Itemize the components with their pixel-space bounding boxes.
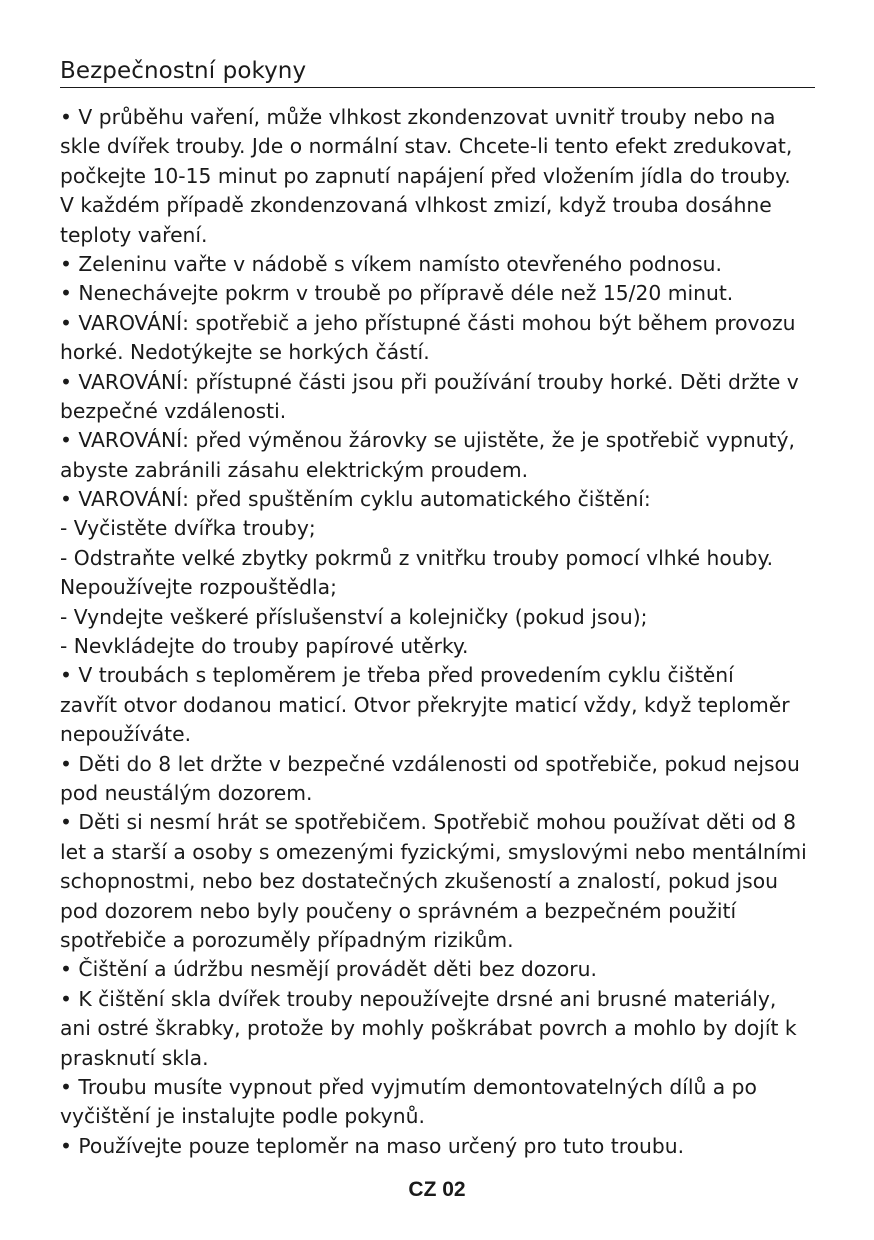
text-line: V každém případě zkondenzovaná vlhkost zmizí, když trouba dosáhne xyxy=(60,193,772,218)
text-line: • Nenechávejte pokrm v troubě po přípravě déle než 15/20 minut. xyxy=(60,281,734,306)
text-line: zavřít otvor dodanou maticí. Otvor překryjte maticí vždy, když teploměr xyxy=(60,692,790,717)
text-line: • VAROVÁNÍ: přístupné části jsou při používání trouby horké. Děti držte v xyxy=(60,369,799,394)
safety-instructions xyxy=(60,103,820,1161)
text-line: Nepoužívejte rozpouštědla; xyxy=(60,575,337,600)
text-line: - Vyndejte veškeré příslušenství a kolejničky (pokud jsou); xyxy=(60,604,648,629)
text-line: pod dozorem nebo byly poučeny o správném a bezpečném použití xyxy=(60,898,737,923)
text-line: • Čištění a údržbu nesmějí provádět děti bez dozoru. xyxy=(60,957,597,982)
text-line: schopnostmi, nebo bez dostatečných zkušeností a znalostí, pokud jsou xyxy=(60,869,779,894)
text-line: nepoužíváte. xyxy=(60,722,192,747)
text-line: - Nevkládejte do trouby papírové utěrky. xyxy=(60,634,469,659)
page-number: CZ 02 xyxy=(408,1178,466,1201)
text-line: • V troubách s teploměrem je třeba před provedením cyklu čištění xyxy=(60,663,734,688)
text-line: horké. Nedotýkejte se horkých částí. xyxy=(60,340,430,365)
text-line: • VAROVÁNÍ: před výměnou žárovky se ujistěte, že je spotřebič vypnutý, xyxy=(60,428,795,453)
text-line: • Děti si nesmí hrát se spotřebičem. Spotřebič mohou používat děti od 8 xyxy=(60,810,796,835)
text-line: • V průběhu vaření, může vlhkost zkondenzovat uvnitř trouby nebo na xyxy=(60,105,776,129)
text-line: • VAROVÁNÍ: před spuštěním cyklu automatického čištění: xyxy=(60,487,651,512)
text-line: abyste zabránili zásahu elektrickým proudem. xyxy=(60,457,529,482)
text-line: ani ostré škrabky, protože by mohly poškrábat povrch a mohlo by dojít k xyxy=(60,1016,797,1041)
text-line: bezpečné vzdálenosti. xyxy=(60,398,287,423)
text-line: • Troubu musíte vypnout před vyjmutím demontovatelných dílů a po xyxy=(60,1074,757,1099)
text-line: počkejte 10-15 minut po zapnutí napájení před vložením jídla do trouby. xyxy=(60,163,791,188)
text-line: - Odstraňte velké zbytky pokrmů z vnitřku trouby pomocí vlhké houby. xyxy=(60,545,774,570)
text-line: skle dvířek trouby. Jde o normální stav. Chcete-li tento efekt zredukovat, xyxy=(60,134,793,159)
text-line: • Děti do 8 let držte v bezpečné vzdálenosti od spotřebiče, pokud nejsou xyxy=(60,751,800,776)
heading-rule xyxy=(60,56,815,88)
text-line: spotřebiče a porozuměly případným rizikům. xyxy=(60,927,514,952)
text-line: teploty vaření. xyxy=(60,222,208,247)
text-line: • Zeleninu vařte v nádobě s víkem namísto otevřeného podnosu. xyxy=(60,251,722,276)
text-line: let a starší a osoby s omezenými fyzickými, smyslovými nebo mentálními xyxy=(60,839,807,864)
text-line: • VAROVÁNÍ: spotřebič a jeho přístupné části mohou být během provozu xyxy=(60,310,796,335)
page-title: Bezpečnostní pokyny xyxy=(60,58,307,84)
text-line: prasknutí skla. xyxy=(60,1045,209,1070)
text-line: pod neustálým dozorem. xyxy=(60,780,313,805)
text-line: - Vyčistěte dvířka trouby; xyxy=(60,516,316,541)
text-line: vyčištění je instalujte podle pokynů. xyxy=(60,1104,425,1129)
text-line: • K čištění skla dvířek trouby nepoužívejte drsné ani brusné materiály, xyxy=(60,986,777,1011)
text-line: • Používejte pouze teploměr na maso určený pro tuto troubu. xyxy=(60,1133,685,1158)
